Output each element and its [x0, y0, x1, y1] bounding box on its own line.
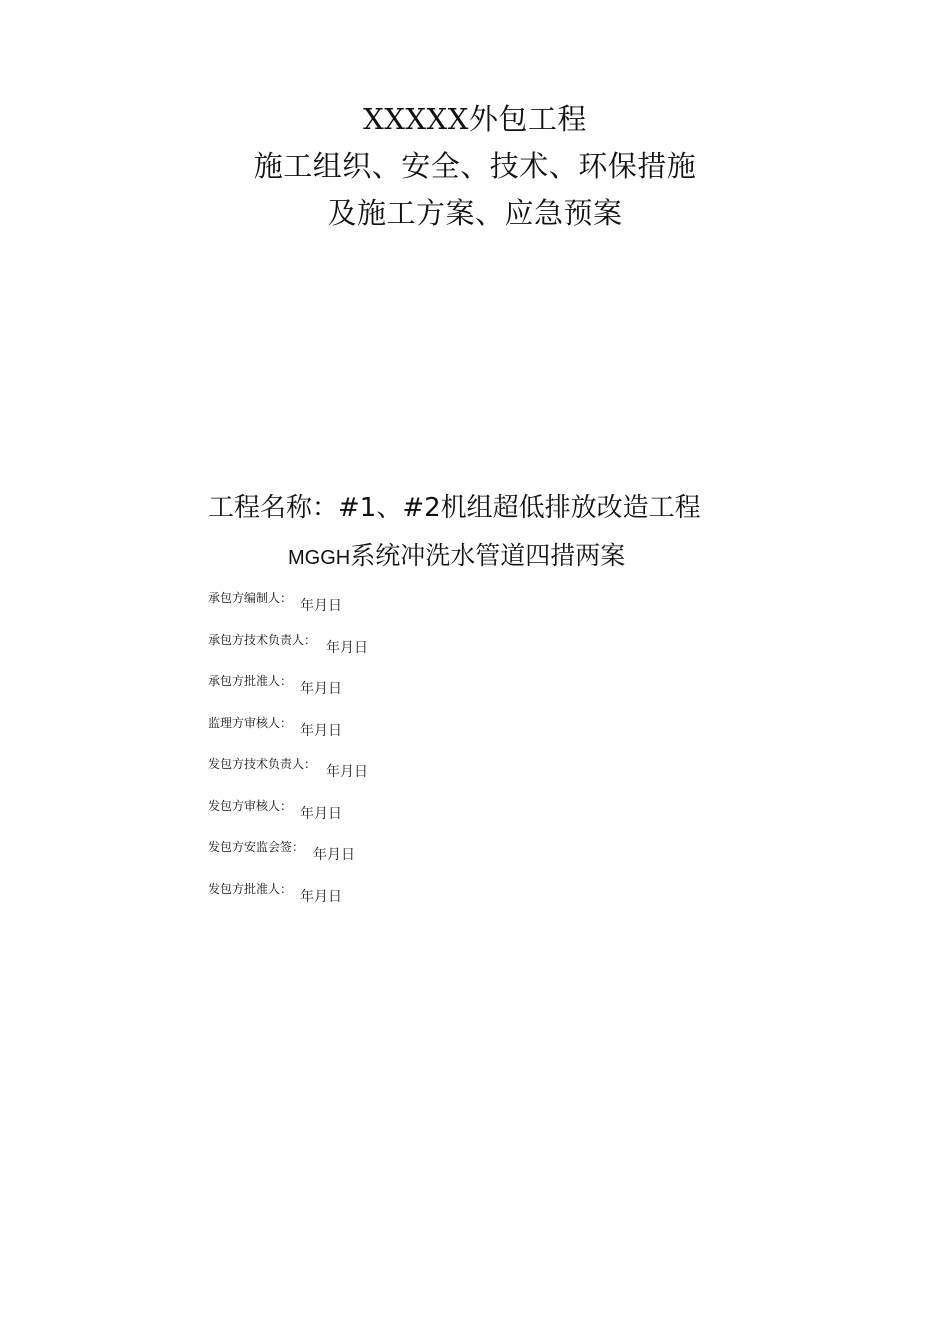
signature-label: 承包方批准人：	[208, 674, 293, 688]
signature-row-contractor-tech-lead	[208, 632, 608, 674]
signature-date: 年月日	[326, 639, 368, 656]
project-name: 工程名称：#1、#2机组超低排放改造工程	[208, 493, 701, 523]
project-subtitle-rest: 系统冲洗水管道四措两案	[350, 541, 626, 570]
signature-label: 监理方审核人：	[208, 715, 293, 730]
signature-label: 发包方安监会签：	[208, 840, 305, 854]
signature-list	[208, 590, 608, 922]
project-subtitle	[288, 539, 625, 575]
signature-date: 年月日	[326, 764, 368, 780]
title-line-1: XXXXX外包工程	[363, 102, 587, 136]
title-line-3: 及施工方案、应急预案	[327, 196, 623, 230]
title-line-2: 施工组织、安全、技术、环保措施	[253, 149, 697, 183]
signature-date: 年月日	[300, 805, 342, 822]
signature-row-owner-approver	[208, 881, 608, 923]
signature-label: 发包方技术负责人：	[208, 757, 317, 771]
signature-row-owner-tech-lead	[208, 756, 608, 798]
signature-row-supervisor-reviewer	[208, 715, 608, 757]
signature-row-owner-reviewer	[208, 798, 608, 840]
signature-date: 年月日	[300, 598, 342, 614]
signature-row-contractor-compiler	[208, 590, 608, 632]
signature-date: 年月日	[313, 847, 355, 863]
document-title	[0, 96, 950, 237]
signature-date: 年月日	[300, 722, 342, 739]
signature-date: 年月日	[300, 888, 342, 905]
signature-row-contractor-approver	[208, 673, 608, 715]
project-subtitle-prefix: MGGH	[288, 547, 351, 569]
signature-label: 发包方审核人：	[208, 798, 293, 813]
signature-label: 发包方批准人：	[208, 881, 293, 896]
signature-row-owner-safety-countersign	[208, 839, 608, 881]
signature-label: 承包方编制人：	[208, 591, 293, 605]
signature-label: 承包方技术负责人：	[208, 632, 317, 647]
signature-date: 年月日	[300, 681, 342, 697]
